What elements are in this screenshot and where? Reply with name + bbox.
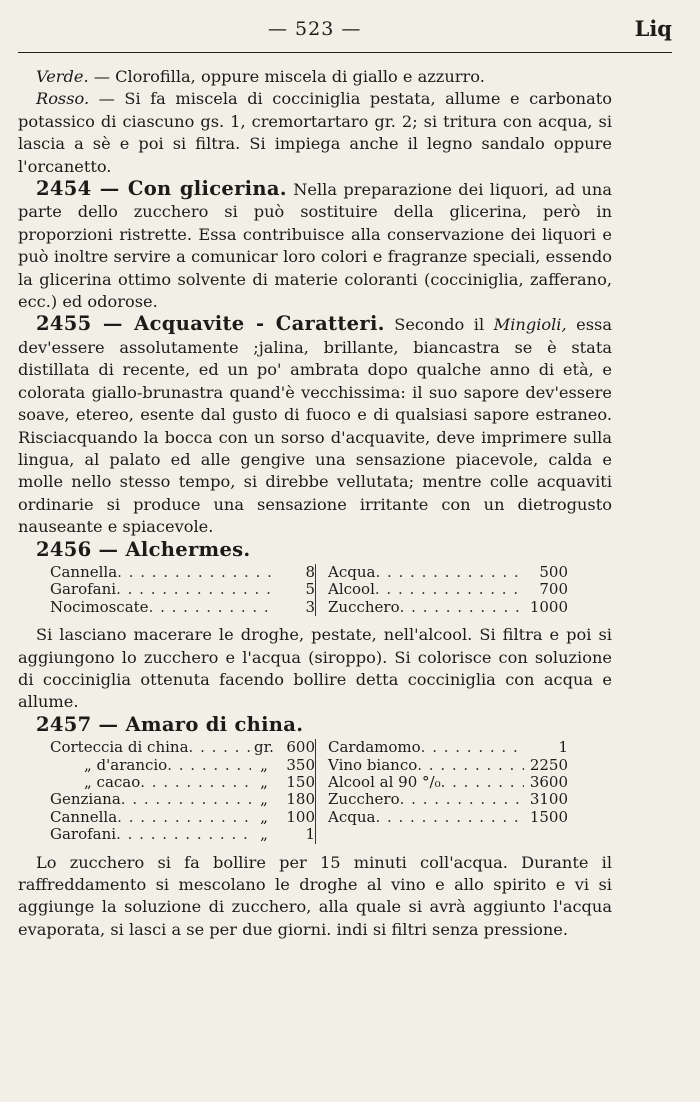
leader-dots bbox=[140, 774, 251, 791]
recipe-row bbox=[50, 791, 315, 808]
recipe-row bbox=[50, 599, 315, 616]
recipe-column-left bbox=[50, 739, 315, 843]
ingredient-name: Acqua bbox=[328, 562, 376, 581]
leader-dots bbox=[417, 757, 524, 774]
heading-2455: 2455 — Acquavite - Caratteri. bbox=[36, 312, 385, 336]
ingredient-name: „ cacao bbox=[84, 773, 141, 791]
ingredient-qty: 600 bbox=[286, 738, 315, 757]
ingredient-qty: 3 bbox=[305, 597, 315, 616]
ingredient-qty: 1 bbox=[558, 738, 568, 757]
paragraph-rosso bbox=[18, 88, 612, 178]
text-2455-b: essa dev'essere assolutamente ;jalina, brillante, biancastra se è stata distillata di recente, ed un po' ambrata dopo qualche anno di età, e colorata giallo-brunastra quand'è vecchissima: il suo sapore dev'essere soave, etereo, esente dal gusto di fuoco e di qualsiasi sapore estraneo. Risciacquando la bocca con un sorso d'acquavite, deve imprimere sulla lingua, al palato ed alle gengive una sensazione piacevole, calda e molle nello stesso tempo, si direbbe vellutata; mentre colle acquaviti ordinarie si produce una sensazione irritante con un dietrogusto nauseante e spiacevole. bbox=[18, 315, 612, 537]
label-verde: Verde. bbox=[36, 67, 89, 86]
label-rosso: Rosso. bbox=[36, 89, 90, 109]
leader-dots bbox=[116, 826, 251, 843]
ingredient-name: Alcool al 90 °/₀ bbox=[328, 773, 441, 791]
ingredient-qty: 350 bbox=[286, 755, 315, 774]
ingredient-name: Zucchero bbox=[328, 597, 400, 616]
ingredient-name: Cannella bbox=[50, 807, 118, 826]
leader-dots bbox=[400, 791, 524, 808]
recipe-row bbox=[328, 739, 568, 756]
ingredient-qty: 8 bbox=[305, 562, 315, 581]
recipe-row bbox=[328, 599, 568, 616]
recipe-row bbox=[328, 809, 568, 826]
author-mingioli: Mingioli, bbox=[493, 315, 567, 335]
section-2454 bbox=[18, 178, 612, 313]
recipe-row bbox=[328, 564, 568, 581]
page-header bbox=[18, 14, 672, 48]
leader-dots bbox=[167, 757, 251, 774]
recipe-column-right bbox=[315, 564, 568, 616]
paragraph-verde bbox=[18, 66, 612, 88]
leader-dots bbox=[375, 564, 524, 581]
leader-dots bbox=[189, 739, 251, 756]
recipe-row bbox=[50, 757, 315, 774]
leader-dots bbox=[421, 739, 524, 756]
ingredient-unit: gr. bbox=[254, 738, 274, 757]
heading-2454: 2454 — Con glicerina. bbox=[36, 177, 287, 201]
leader-dots bbox=[116, 581, 277, 598]
recipe-row bbox=[50, 581, 315, 598]
recipe-row bbox=[328, 581, 568, 598]
leader-dots bbox=[375, 581, 524, 598]
recipe-row bbox=[50, 809, 315, 826]
leader-dots bbox=[121, 791, 251, 808]
section-2455 bbox=[18, 313, 612, 538]
recipe-row bbox=[328, 757, 568, 774]
running-head: Liq bbox=[634, 16, 672, 41]
ingredient-qty: 5 bbox=[305, 580, 315, 599]
ingredient-name: „ d'arancio bbox=[84, 755, 168, 774]
ingredient-qty: 2250 bbox=[529, 755, 568, 774]
ingredient-unit: „ bbox=[260, 755, 268, 774]
ingredient-name: Genziana bbox=[50, 790, 121, 809]
ingredient-unit: „ bbox=[260, 790, 268, 809]
recipe-column-left bbox=[50, 564, 315, 616]
ingredient-qty: 500 bbox=[539, 562, 568, 581]
ingredient-name: Garofani bbox=[50, 825, 117, 844]
ingredient-unit: „ bbox=[260, 773, 268, 791]
text-2456: Si lasciano macerare le droghe, pestate, nell'alcool. Si filtra e poi si aggiungono lo zucchero e l'acqua (siroppo). Si colorisce con soluzione di cocciniglia ottenuta facendo bollire detta cocciniglia con acqua e allume. bbox=[18, 625, 612, 712]
ingredient-qty: 1500 bbox=[529, 807, 568, 826]
recipe-table-2456 bbox=[50, 564, 612, 616]
ingredient-name: Alcool bbox=[328, 580, 375, 599]
recipe-column-right bbox=[315, 739, 568, 843]
ingredient-qty: 700 bbox=[539, 580, 568, 599]
ingredient-qty: 3100 bbox=[529, 790, 568, 809]
recipe-row bbox=[328, 774, 568, 791]
leader-dots bbox=[117, 564, 277, 581]
page-number: — 523 — bbox=[268, 18, 362, 40]
recipe-row bbox=[50, 564, 315, 581]
text-2454: Nella preparazione dei liquori, ad una parte dello zucchero si può sostituire della glicerina, però in proporzioni ristrette. Essa contribuisce alla conservazione dei liquori e può inoltre servire a comunicar loro colori e fragranze speciali, essendo la glicerina ottimo solvente di materie coloranti (cocciniglia, zafferano, ecc.) ed odorose. bbox=[18, 180, 612, 312]
section-2456-title bbox=[18, 539, 612, 562]
ingredient-qty: 180 bbox=[286, 790, 315, 809]
ingredient-qty: 1000 bbox=[529, 597, 568, 616]
recipe-row bbox=[50, 774, 315, 791]
ingredient-name: Vino bianco bbox=[328, 755, 418, 774]
ingredient-unit: „ bbox=[260, 825, 268, 844]
ingredient-qty: 100 bbox=[286, 807, 315, 826]
text-rosso: — Si fa miscela di cocciniglia pestata, allume e carbonato potassico di ciascuno gs. 1, cremortartaro gr. 2; si tritura con acqua, si lascia a sè e poi si filtra. Si impiega anche il legno sandalo oppure l'orcanetto. bbox=[18, 89, 612, 176]
leader-dots bbox=[117, 809, 251, 826]
ingredient-name: Cardamomo bbox=[328, 738, 421, 757]
text-2455-a: Secondo il bbox=[384, 315, 494, 335]
ingredient-name: Corteccia di china bbox=[50, 738, 189, 757]
ingredient-qty: 1 bbox=[305, 825, 315, 844]
ingredient-name: Acqua bbox=[328, 807, 376, 826]
ingredient-name: Cannella bbox=[50, 562, 118, 581]
ingredient-qty: 3600 bbox=[529, 773, 568, 791]
recipe-table-2457 bbox=[50, 739, 612, 843]
leader-dots bbox=[400, 599, 524, 616]
ingredient-name: Zucchero bbox=[328, 790, 400, 809]
text-2457: Lo zucchero si fa bollire per 15 minuti coll'acqua. Durante il raffreddamento si mescolano le droghe al vino e allo spirito e vi si aggiunge la soluzione di zucchero, alla quale si avrà aggiunto l'acqua evaporata, si lasci a se per due giorni. indi si filtri senza pressione. bbox=[18, 852, 612, 939]
leader-dots bbox=[149, 599, 277, 616]
ingredient-unit: „ bbox=[260, 807, 268, 826]
leader-dots bbox=[441, 774, 524, 791]
recipe-row bbox=[50, 739, 315, 756]
recipe-row bbox=[50, 826, 315, 843]
page-body bbox=[18, 66, 612, 941]
heading-2456: 2456 — Alchermes. bbox=[36, 537, 251, 561]
ingredient-name: Nocimoscate bbox=[50, 597, 149, 616]
header-rule bbox=[18, 52, 672, 53]
leader-dots bbox=[375, 809, 524, 826]
section-2457-title bbox=[18, 714, 612, 737]
ingredient-qty: 150 bbox=[286, 773, 315, 791]
ingredient-name: Garofani bbox=[50, 580, 117, 599]
text-verde: — Clorofilla, oppure miscela di giallo e azzurro. bbox=[88, 67, 485, 86]
heading-2457: 2457 — Amaro di china. bbox=[36, 712, 304, 736]
recipe-row bbox=[328, 791, 568, 808]
